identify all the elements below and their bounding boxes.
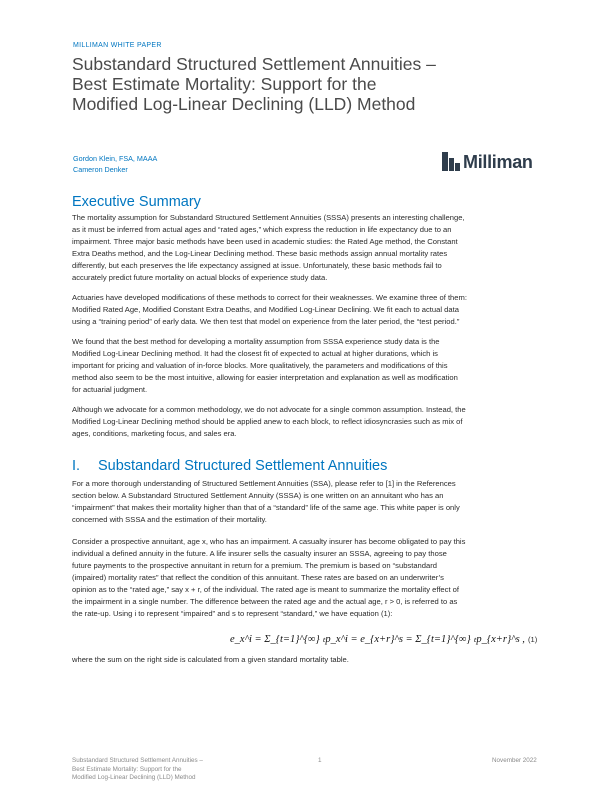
equation-1: e_x^i = Σ_{t=1}^{∞} ₜp_x^i = e_{x+r}^s = Σ_{t=1}^{∞} ₜp_{x+r}^s , (230, 634, 525, 645)
section-heading-substandard-ssa (72, 458, 387, 474)
footer-title (72, 757, 203, 783)
text-line: (impaired) mortality rates” that reflect the condition of this annuitant. These rates are based on an underwriter’s (72, 573, 444, 582)
equation-number: (1) (528, 635, 538, 644)
text-line: for actuarial judgment. (72, 385, 148, 394)
text-line: Consider a prospective annuitant, age x, who has an impairment. A casualty insurer has become obligated to pay this (72, 537, 466, 546)
text-line: Modified Log-Linear Declining method should be applied anew to each block, to reflect idiosyncrasies such as mix of (72, 417, 463, 426)
footer-line: Modified Log-Linear Declining (LLD) Method (72, 774, 196, 781)
footer-date: November 2022 (492, 757, 537, 764)
paragraph (72, 336, 542, 396)
footer-line: Best Estimate Mortality: Support for the (72, 765, 182, 773)
text-line: the impairment in a single number. The difference between the rated age and the actual age, r > 0, is referred to as (72, 597, 458, 606)
text-line: opinion as to the “rated age,” say x + r, of the individual. The rated age is meant to summarize the mortality effect of (72, 585, 459, 594)
text-line: For a more thorough understanding of Structured Settlement Annuities (SSA), please refer to [1] in the References (72, 479, 456, 488)
text-line: method also seem to be the most intuitive, allowing for easier interpretation and explanation as well as modification (72, 373, 458, 382)
text-line: “impairment” that makes their mortality higher than that of a “standard” life of the same age. This white paper is only (72, 503, 460, 512)
author-name: Gordon Klein, FSA, MAAA (73, 154, 158, 163)
title-line: Substandard Structured Settlement Annuities – (72, 54, 436, 74)
footer-line: Substandard Structured Settlement Annuities – (72, 757, 203, 764)
text-line: future payments to the prospective annuitant in return for a premium. The premium is based on “substandard (72, 561, 437, 570)
paragraph (72, 212, 542, 284)
text-line: important for pricing and valuation of in-force blocks. More qualitatively, the parameters and modifications of this (72, 361, 448, 370)
text-line: accurately predict future mortality on actual blocks of experience study data. (72, 273, 328, 282)
paragraph (72, 292, 542, 328)
paragraph (72, 654, 542, 666)
text-line: using a “training period” of early data. We then test that model on experience from the later period, the “test period.” (72, 317, 460, 326)
text-line: section below. A Substandard Structured Settlement Annuity (SSSA) is one written on an annuitant who has an (72, 491, 444, 500)
paragraph (72, 478, 542, 526)
document-title (72, 54, 512, 114)
section-title: Substandard Structured Settlement Annuities (98, 458, 388, 474)
text-line: the rate-up. Using i to represent “impaired” and s to represent “standard,” we have equation (1): (72, 609, 393, 618)
text-line: We found that the best method for developing a mortality assumption from SSSA experience study data is the (72, 337, 440, 346)
text-line: concerned with SSSA and the estimation of their mortality. (72, 515, 267, 524)
milliman-logo (442, 152, 542, 174)
page-number: 1 (318, 757, 322, 764)
text-line: as it must be inferred from actual ages and “rated ages,” which express the reduction in life expectancy due to an (72, 225, 452, 234)
text-line: where the sum on the right side is calculated from a given standard mortality table. (72, 655, 349, 664)
text-line: Actuaries have developed modifications of these methods to correct for their weaknesses. We examine three of them: (72, 293, 467, 302)
logo-wordmark: Milliman (463, 152, 533, 172)
text-line: The mortality assumption for Substandard Structured Settlement Annuities (SSSA) presents an interesting challenge, (72, 213, 465, 222)
section-number: I. (72, 458, 81, 474)
document-kicker: MILLIMAN WHITE PAPER (73, 42, 162, 49)
text-line: differently, but each preserves the life expectancy assigned at issue. Unfortunately, these basic methods fail to (72, 261, 442, 270)
text-line: impairment. Three major basic methods have been used in academic studies: the Rated Age method, the Constant (72, 237, 458, 246)
paragraph (72, 536, 542, 620)
section-heading-executive-summary: Executive Summary (72, 194, 201, 210)
text-line: Extra Deaths method, and the Log-Linear Declining method. These basic methods assign annual mortality rates (72, 249, 448, 258)
author-name: Cameron Denker (73, 165, 128, 174)
text-line: Modified Rated Age, Modified Constant Extra Deaths, and Modified Log-Linear Declining. We fit each to actual data (72, 305, 459, 314)
paragraph (72, 404, 542, 440)
title-line: Best Estimate Mortality: Support for the (72, 74, 377, 94)
text-line: ages, conditions, marketing focus, and sales era. (72, 429, 237, 438)
text-line: Although we advocate for a common methodology, we do not advocate for a single common assumption. Instead, the (72, 405, 466, 414)
text-line: Modified Log-Linear Declining method. It had the closest fit of expected to actual at higher durations, which is (72, 349, 438, 358)
title-line: Modified Log-Linear Declining (LLD) Method (72, 94, 416, 114)
milliman-logo-icon (442, 152, 460, 171)
text-line: individual a defined annuity in the future. A life insurer sells the casualty insurer an SSSA, agreeing to pay those (72, 549, 447, 558)
